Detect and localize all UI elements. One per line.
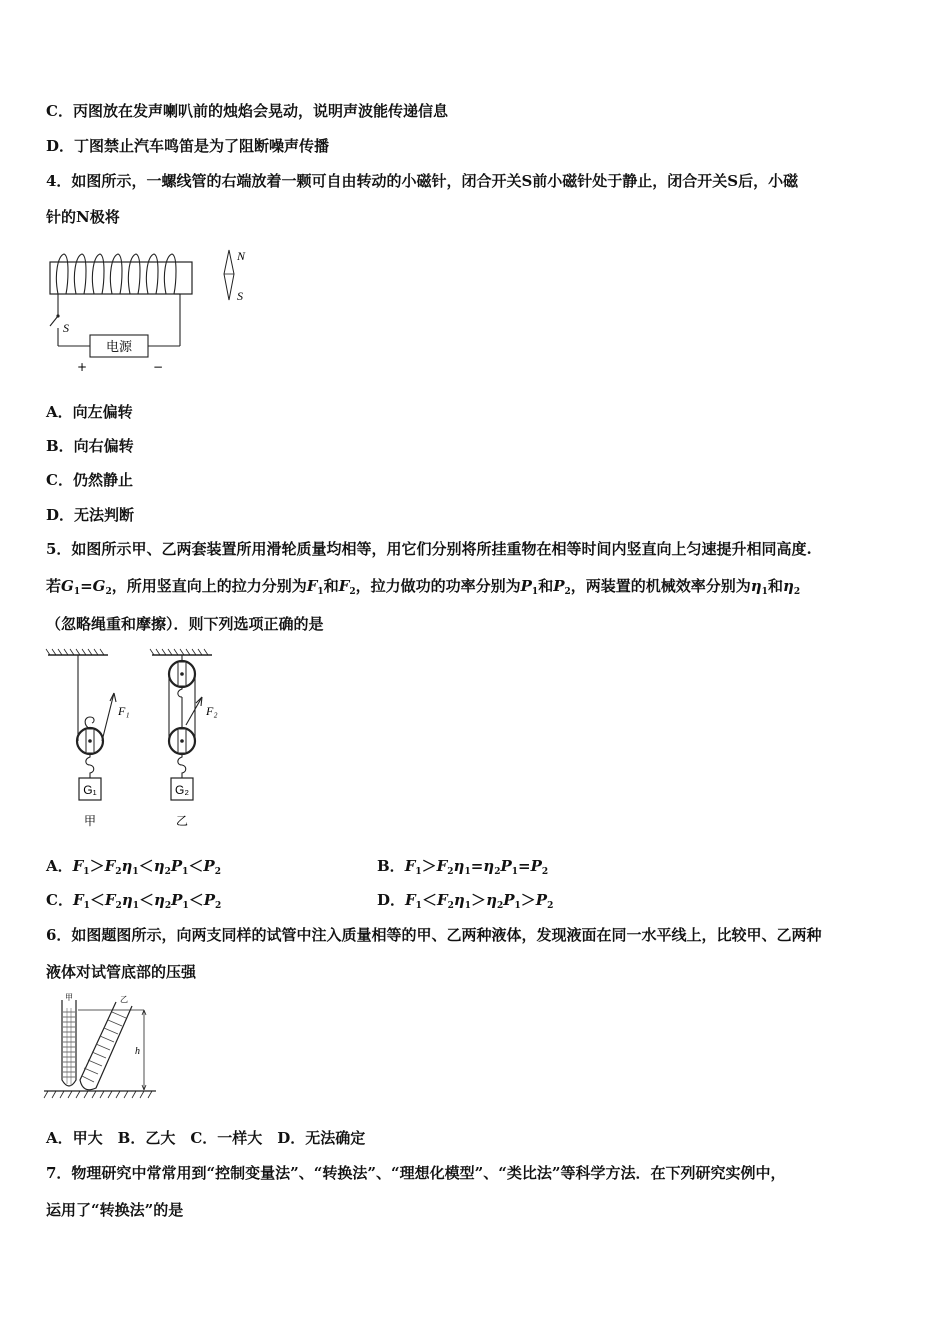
- q4-stem-line-1: 4．如图所示，一螺线管的右端放着一颗可自由转动的小磁针，闭合开关S前小磁针处于静止，闭合开关S后，小磁: [46, 172, 799, 190]
- ceiling-yi: [150, 649, 212, 655]
- q4-stem-line-2: 针的N极将: [46, 208, 120, 226]
- plus-terminal: +: [76, 360, 88, 374]
- q6-options: A．甲大 B．乙大 C．一样大 D．无法确定: [46, 1129, 366, 1147]
- q6-stem-line-2: 液体对试管底部的压强: [46, 963, 197, 981]
- q6-stem-line-1: 6．如图题图所示，向两支同样的试管中注入质量相等的甲、乙两种液体，发现液面在同一水平线上，比较甲、乙两种: [46, 926, 822, 944]
- g2-box-label: G₂: [175, 783, 189, 797]
- q5-stem-line-2: 若$G_1=G_2$，所用竖直向上的拉力分别为$F_1$和$F_2$，拉力做功的功率分别为$P_1$和$P_2$，两装置的机械效率分别为$\eta_1$和$\eta_2$: [46, 577, 801, 597]
- label-yi: 乙: [175, 814, 189, 828]
- minus-terminal: −: [152, 360, 164, 374]
- tube-label-jia: 甲: [65, 993, 73, 1002]
- tube-label-yi: 乙: [120, 995, 128, 1004]
- f1-label: F₁: [118, 704, 130, 718]
- tube-yi: [80, 995, 132, 1090]
- q5-option-c: C．$F_1<F_2\eta_1<\eta_2P_1<P_2$: [46, 891, 222, 911]
- compass-needle: [224, 249, 246, 303]
- solenoid: [50, 254, 192, 294]
- q4-option-b: B．向右偏转: [46, 437, 134, 455]
- q5-pulley-figure: [40, 645, 240, 835]
- pulley-jia: [77, 655, 130, 828]
- q5-option-d: D．$F_1<F_2\eta_1>\eta_2P_1>P_2$: [377, 891, 554, 911]
- power-supply: [77, 335, 163, 374]
- q5-stem-line-3: （忽略绳重和摩擦）．则下列选项正确的是: [46, 615, 324, 633]
- height-label: h: [135, 1046, 140, 1057]
- q7-stem-line-2: 运用了“转换法”的是: [46, 1201, 184, 1219]
- f2-label: F₂: [206, 704, 218, 718]
- q6-test-tube-figure: [40, 992, 160, 1104]
- q4-option-d: D．无法判断: [46, 506, 135, 524]
- switch-label: S: [63, 321, 69, 335]
- q4-option-a: A．向左偏转: [46, 403, 133, 421]
- q3-option-d: D．丁图禁止汽车鸣笛是为了阻断噪声传播: [46, 137, 330, 155]
- tube-jia: [62, 993, 76, 1086]
- label-jia: 甲: [83, 814, 97, 828]
- q7-stem-line-1: 7．物理研究中常常用到“控制变量法”、“转换法”、“理想化模型”、“类比法”等科学方法．在下列研究实例中，: [46, 1164, 786, 1182]
- q3-option-c: C．丙图放在发声喇叭前的烛焰会晃动，说明声波能传递信息: [46, 102, 448, 120]
- ceiling-jia: [46, 649, 108, 655]
- q4-option-c: C．仍然静止: [46, 471, 133, 489]
- q5-stem-line-1: 5．如图所示甲、乙两套装置所用滑轮质量均相等，用它们分别将所挂重物在相等时间内竖直向上匀速提升相同高度.: [46, 540, 812, 558]
- q4-solenoid-figure: [40, 244, 270, 378]
- power-label: 电源: [105, 340, 133, 355]
- q5-option-b: B．$F_1>F_2\eta_1=\eta_2P_1=P_2$: [377, 857, 549, 877]
- north-label: N: [237, 249, 246, 263]
- south-label: S: [237, 289, 243, 303]
- pulley-yi: [169, 655, 218, 828]
- ground: [44, 1091, 156, 1098]
- q5-option-a: A．$F_1>F_2\eta_1<\eta_2P_1<P_2$: [46, 857, 221, 877]
- g1-box-label: G₁: [83, 783, 97, 797]
